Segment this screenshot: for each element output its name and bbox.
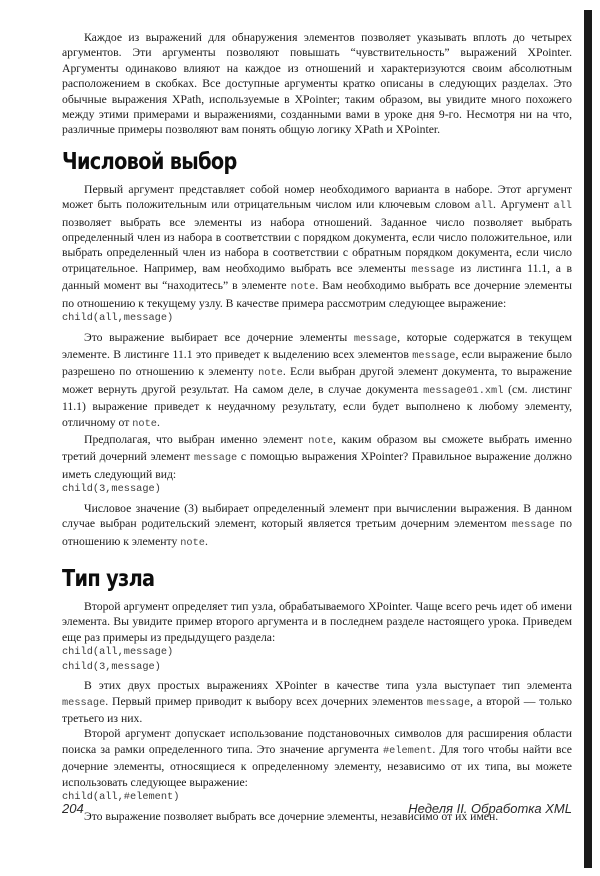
paragraph-first-argument: Первый аргумент представляет собой номер необходимого варианта в наборе. Этот аргумент может быть положительным или отрицательным числом или ключевым словом all. Аргумент all позволяет выбрать все элементы из набора отношений. Заданное число позволяет выбрать определенный член из набора в соответствии с порядком документа, если число положительное, или выбрать определенный член из набора в соответствии с обратным порядком документа, если число отрицательное. Например, вам необходимо выбрать все элементы message из листинга 11.1, а в данный момент вы “находитесь” в элементе note. Вам необходимо выбрать все дочерние элементы по отношению к текущему узлу. В качестве примера рассмотрим следующее выражение: <box>62 182 572 310</box>
code-example-child-all: child(all,message) <box>62 312 174 325</box>
paragraph-second-argument: Второй аргумент определяет тип узла, обрабатываемого XPointer. Чаще всего речь идет об имени элемента. Вы увидите пример второго аргумента и в последнем разделе настоящего урока. Приведем еще раз примеры из предыдущего раздела: <box>62 599 572 644</box>
code-example-element-wildcard: child(all,#element) <box>62 791 180 804</box>
paragraph-wildcards: Второй аргумент допускает использование подстановочных символов для расширения области поиска за рамки определенного типа. Это значение аргумента #element. Для того чтобы найти все дочерние элементы, относящиеся к определенному элементу, независимо от их типа, вы можете использовать следующее выражение: <box>62 727 572 789</box>
code-example-pair: child(all,message) child(3,message) <box>62 646 174 673</box>
page-body <box>62 30 572 824</box>
page-footer <box>62 801 572 821</box>
paragraph-third-child: Предполагая, что выбран именно элемент note, каким образом вы сможете выбрать именно третий дочерний элемент message с помощью выражения XPointer? Правильное выражение должно иметь следующий вид: <box>62 433 572 481</box>
paragraph-node-type-explanation: В этих двух простых выражениях XPointer в качестве типа узла выступает тип элемента message. Первый пример приводит к выбору всех дочерних элементов message, а второй — только третьего из них. <box>62 679 572 725</box>
paragraph-expression-explanation: Это выражение выбирает все дочерние элементы message, которые содержатся в текущем элементе. В листинге 11.1 это приведет к выделению всех элементов message, если выражение было разрешено по отношению к элементу note. Если выбран другой элемент документа, то выражение может вернуть другой результат. На самом деле, в случае документа message01.xml (см. листинг 11.1) выражение приведет к неудачному результату, если будет выполнено к любому элементу, отличному от note. <box>62 330 572 430</box>
paragraph-intro: Каждое из выражений для обнаружения элементов позволяет указывать вплоть до четырех аргументов. Эти аргументы позволяют повышать “чувствительность” выражений XPointer. Аргументы одинаково влияют на каждое из отношений и характеризуются своим абсолютным расположением в скобках. Все доступные аргументы кратко описаны в следующих разделах. Это обычные выражения XPath, используемые в XPointer; таким образом, вы увидите много похожего между этими примерами и выражениями, созданными вами в уроке дня 9-го. Несмотря ни на что, различные примеры позволяют вам понять общую логику XPath и XPointer. <box>62 31 572 137</box>
code-example-child-3: child(3,message) <box>62 483 161 496</box>
running-title: Неделя II. Обработка XML <box>408 801 572 816</box>
section-heading-numeric-choice: Числовой выбор <box>62 148 237 175</box>
paragraph-numeric-value: Числовое значение (3) выбирает определенный элемент при вычислении выражения. В данном случае выбран родительский элемент, который является третьим дочерним элементом message по отношению к элементу note. <box>62 501 572 549</box>
page-edge-bar <box>584 10 592 868</box>
section-heading-node-type: Тип узла <box>62 565 155 592</box>
paragraph-closing: Это выражение позволяет выбрать все дочерние элементы, независимо от их имен. <box>84 809 499 823</box>
page-number: 204 <box>62 801 84 816</box>
